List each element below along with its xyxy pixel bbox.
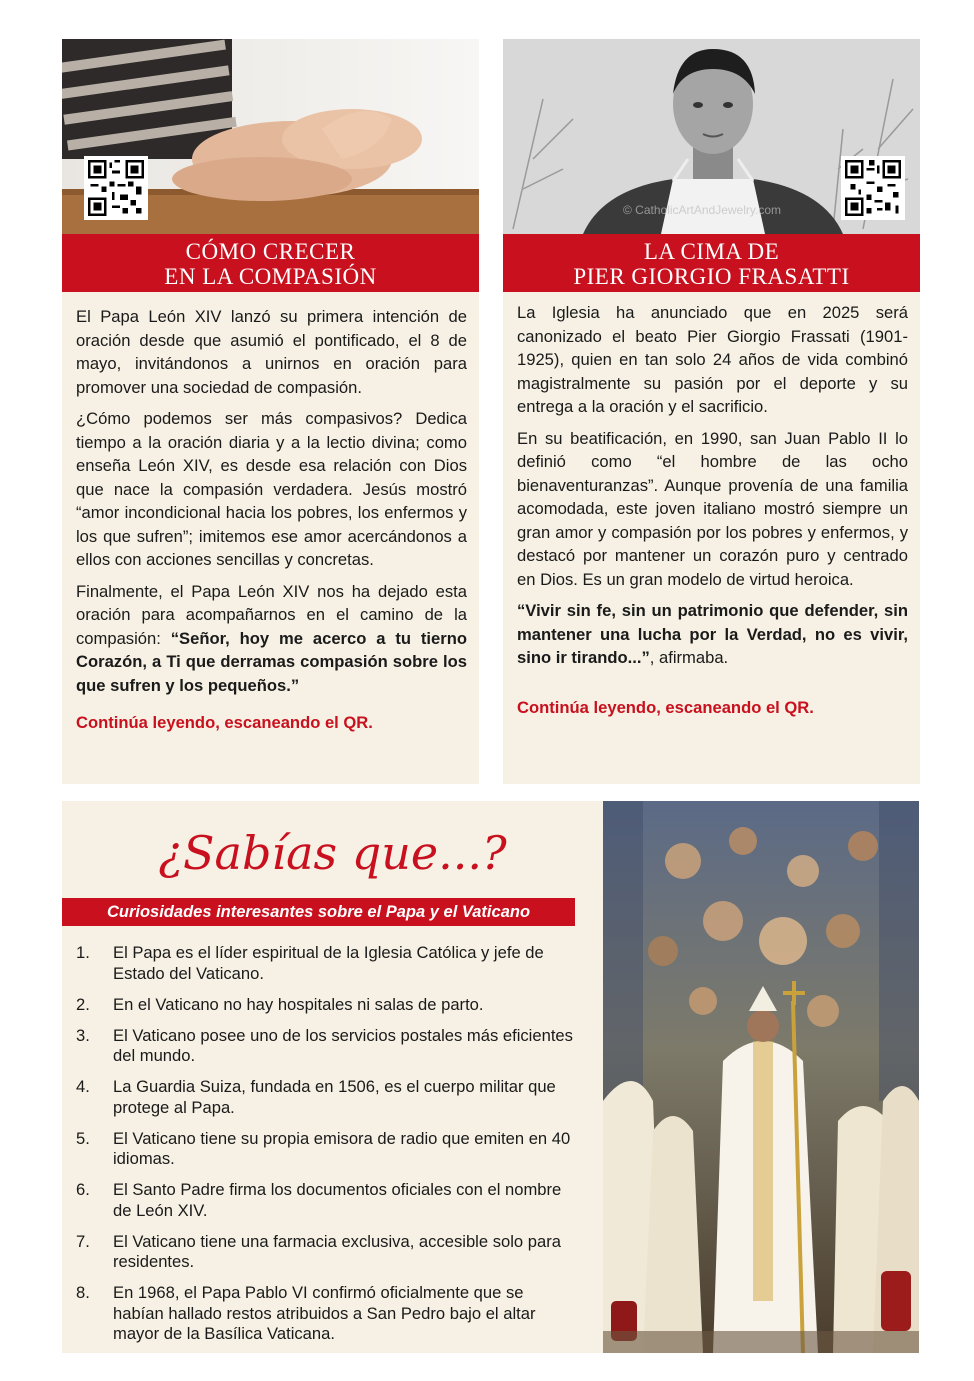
fact-item (76, 1077, 578, 1118)
paragraph-text: Finalmente, el Papa León XIV nos ha dejado esta oración para acompañarnos en el camino de la compasión: (76, 581, 467, 648)
title-line-1: LA CIMA DE (643, 239, 780, 264)
fact-text: La Guardia Suiza, fundada en 1506, es el cuerpo militar que protege al Papa. (113, 1077, 556, 1117)
fact-number: 8. (76, 1283, 90, 1302)
fact-text: El Vaticano posee uno de los servicios postales más eficientes del mundo. (113, 1025, 573, 1065)
fact-item (76, 995, 578, 1016)
prayer-quote: “Señor, hoy me acerco a tu tierno Corazón, a Ti que derramas compasión sobre los que sufren y los pequeños.” (76, 628, 467, 695)
scan-qr-cta[interactable]: Continúa leyendo, escaneando el QR. (517, 697, 814, 717)
sabias-que-subtitle: Curiosidades interesantes sobre el Papa y el Vaticano (62, 898, 575, 926)
photo-watermark: © CatholicArtAndJewelry.com (623, 203, 782, 217)
article-title (503, 234, 920, 292)
title-line-1: CÓMO CRECER (185, 239, 356, 264)
article-frassati-card (503, 39, 920, 784)
qr-code[interactable] (84, 156, 148, 220)
article-body (517, 301, 908, 727)
article-title (62, 234, 479, 292)
fact-item (76, 1180, 578, 1221)
fact-number: 7. (76, 1231, 90, 1251)
article-body (76, 305, 467, 743)
paragraph-text: ¿Cómo podemos ser más compasivos? Dedica tiempo a la oración diaria y a la lectio divina; como enseña León XIV, es desde esa relación con Dios que nace la compasión verdadera. Jesús mostró “amor incondicional hacia los pobres, los enfermos y los que sufren”; imitemos ese amor acercándonos a ellos con acciones sencillas y concretas. (76, 409, 467, 569)
paragraph (76, 407, 467, 572)
paragraph (517, 599, 908, 670)
fact-text: El Santo Padre firma los documentos oficiales con el nombre de León XIV. (113, 1180, 562, 1220)
fact-text: El Vaticano tiene su propia emisora de radio que emiten en 40 idiomas. (113, 1128, 571, 1168)
paragraph: En su beatificación, en 1990, san Juan Pablo II lo definió como “el hombre de las ocho bienaventuranzas”. Aunque provenía de una familia acomodada, este joven italiano mostró siempre un gran amor y compasión por los pobres y enfermos, y destacó por mantener un corazón puro y centrado en Dios. Es un gran modelo de virtud heroica. (517, 428, 908, 589)
scan-qr-cta[interactable]: Continúa leyendo, escaneando el QR. (76, 713, 373, 732)
fact-number: 6. (76, 1180, 90, 1199)
fact-text: El Vaticano tiene una farmacia exclusiva, accesible solo para residentes. (113, 1231, 561, 1271)
fact-item (76, 1129, 578, 1170)
fact-number: 3. (76, 1025, 90, 1045)
fact-number: 5. (76, 1128, 90, 1148)
frassati-quote: “Vivir sin fe, sin un patrimonio que defender, sin mantener una lucha por la Verdad, no es vivir, sino ir tirando...” (517, 601, 908, 667)
fact-number: 2. (76, 994, 90, 1014)
article-compasion-card (62, 39, 479, 784)
title-line-2: EN LA COMPASIÓN (164, 264, 377, 289)
fact-text: En el Vaticano no hay hospitales ni salas de parto. (113, 994, 484, 1014)
facts-list (76, 943, 578, 1355)
fact-text: El Papa es el líder espiritual de la Iglesia Católica y jefe de Estado del Vaticano. (113, 943, 544, 983)
fact-item (76, 1283, 578, 1345)
fact-text: En 1968, el Papa Pablo VI confirmó oficialmente que se habían hallado restos atribuidos a San Pedro bajo el altar mayor de la Basílica Vaticana. (113, 1283, 536, 1343)
sabias-que-title: ¿Sabías que...? (158, 826, 507, 880)
qr-code[interactable] (841, 156, 905, 220)
fact-item (76, 943, 578, 984)
title-line-2: PIER GIORGIO FRASATTI (573, 264, 850, 289)
fact-item (76, 1232, 578, 1273)
sistine-chapel-photo (603, 801, 919, 1353)
sabias-que-section (62, 801, 603, 1353)
paragraph-text: , afirmaba. (649, 648, 729, 667)
fact-number: 4. (76, 1077, 90, 1096)
fact-number: 1. (76, 943, 90, 962)
fact-item (76, 1026, 578, 1067)
paragraph (76, 580, 467, 698)
paragraph: La Iglesia ha anunciado que en 2025 será canonizado el beato Pier Giorgio Frassati (1901-1925), quien en tan solo 24 años de vida combinó magistralmente su pasión por el deporte y su entrega a la oración y el sacrificio. (517, 303, 908, 416)
paragraph: El Papa León XIV lanzó su primera intención de oración desde que asumió el pontificado, el 8 de mayo, invitándonos a unirnos en oración para promover una sociedad de compasión. (76, 307, 467, 397)
